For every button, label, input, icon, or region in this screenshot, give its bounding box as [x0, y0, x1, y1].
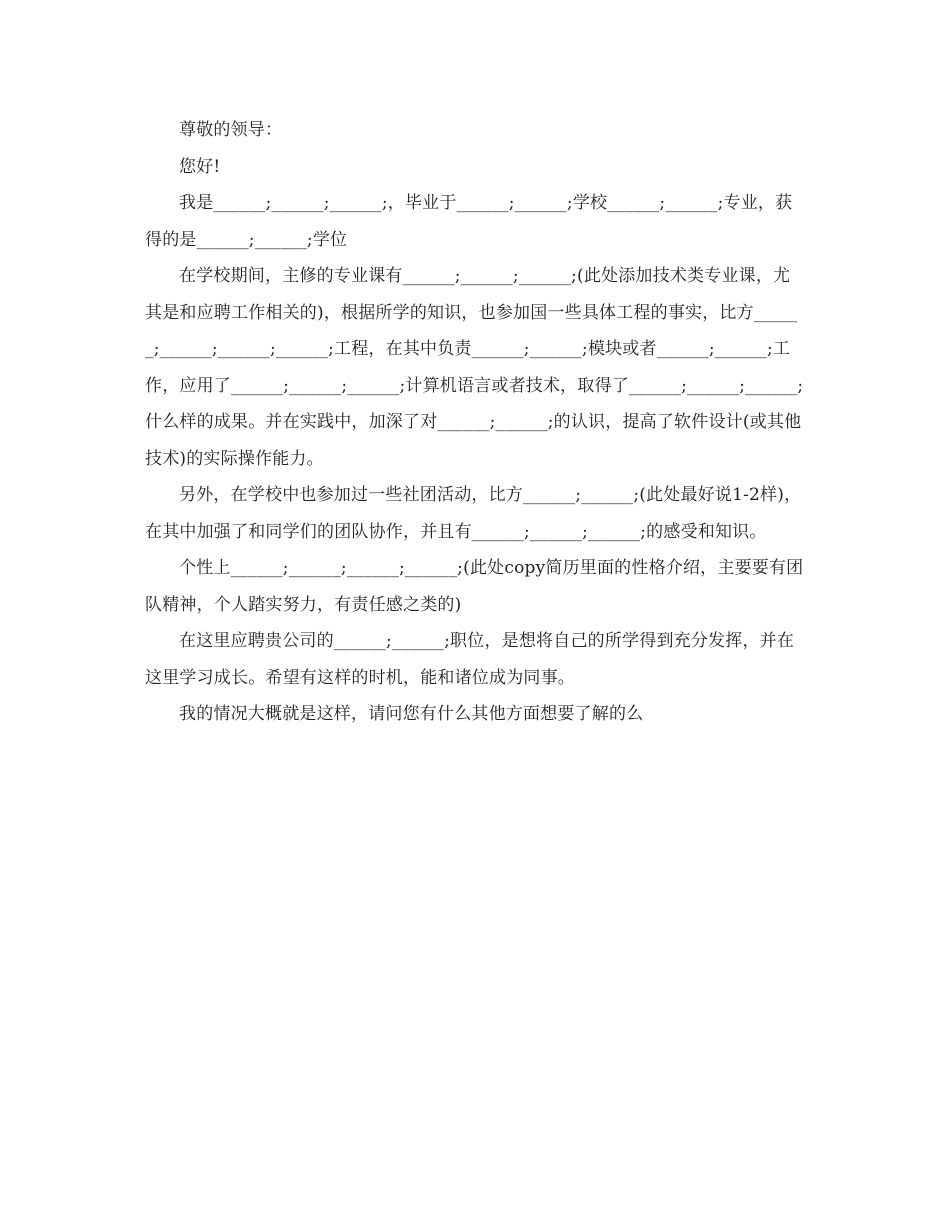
- paragraph-personality: 个性上______;______;______;______;(此处copy简历里面的性格介绍，主要要有团队精神，个人踏实努力，有责任感之类的): [145, 558, 804, 615]
- letter-body: [145, 112, 805, 733]
- paragraph-application: 在这里应聘贵公司的______;______;职位，是想将自己的所学得到充分发挥，并在这里学习成长。希望有这样的时机，能和诸位成为同事。: [145, 631, 795, 688]
- paragraph-activities: 另外，在学校中也参加过一些社团活动，比方______;______;(此处最好说1-2样)，在其中加强了和同学们的团队协作，并且有______;______;______;的感受和知识。: [145, 485, 802, 542]
- paragraph-introduction: 我是______;______;______;，毕业于______;______;学校______;______;专业，获得的是______;______;学位: [145, 193, 793, 250]
- salutation: 尊敬的领导：: [179, 120, 283, 140]
- paragraph-studies: 在学校期间，主修的专业课有______;______;______;(此处添加技术类专业课，尤其是和应聘工作相关的)，根据所学的知识，也参加国一些具体工程的事实，比方______;______;______;______;工程，在其中负责______;______;模块或者______;______;工作，应用了______;______;______;计算机语言或者技术，取得了______;______;______;什么样的成果。并在实践中，加深了对______;______;的认识，提高了软件设计(或其他技术)的实际操作能力。: [145, 266, 804, 469]
- paragraph-closing: 我的情况大概就是这样，请问您有什么其他方面想要了解的么: [179, 704, 644, 724]
- greeting: 您好!: [179, 156, 221, 177]
